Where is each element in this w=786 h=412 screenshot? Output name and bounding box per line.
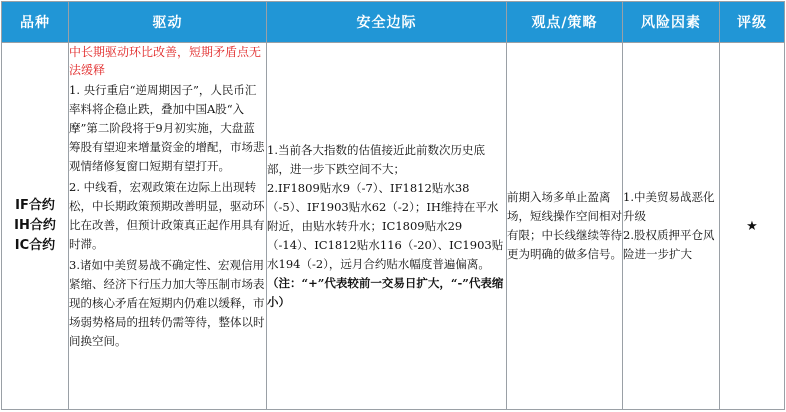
header-driver: 驱动: [69, 2, 267, 43]
product-cell: [2, 43, 69, 410]
safety-note: （注：“+”代表较前一交易日扩大，“-”代表缩小）: [267, 275, 504, 309]
strategy-table: [1, 1, 785, 410]
view-strategy-cell: [507, 43, 623, 410]
product-ic: IC合约: [14, 238, 56, 253]
header-product: 品种: [2, 2, 69, 43]
safety-basis-text: 2.IF1809贴水9（-7）、IF1812贴水38（-5）、IF1903贴水62（-2）；IH维持在平水附近，由贴水转升水；IC1809贴水29（-14）、IC1812贴水116（-20）、IC1903贴水194（-2），远月合约贴水幅度普遍偏离。: [267, 180, 504, 271]
star-icon: ★: [746, 218, 758, 234]
risk-point-1: 1.中美贸易战恶化升级: [623, 190, 715, 223]
rating-cell: [720, 43, 785, 410]
driver-title: 中长期驱动环比改善，短期矛盾点无法缓释: [69, 45, 262, 77]
header-safety-margin: 安全边际: [267, 2, 507, 43]
header-risk-factors: 风险因素: [623, 2, 720, 43]
driver-cell: [69, 43, 267, 410]
driver-point-3: 3.诸如中美贸易战不确定性、宏观信用紧缩、经济下行压力加大等压制市场表现的核心矛盾在短期内仍难以缓释，市场弱势格局的扭转仍需等待，整体以时间换空间。: [69, 258, 265, 348]
risk-factors-cell: [623, 43, 720, 410]
safety-point-1: 1.当前各大指数的估值接近此前数次历史底部，进一步下跌空间不大；: [267, 142, 485, 176]
driver-point-2: 2. 中线看，宏观政策在边际上出现转松，中长期政策预期改善明显，驱动环比在改善，但预计政策真正起作用具有时滞。: [69, 180, 265, 251]
safety-margin-cell: [267, 43, 507, 410]
header-view-strategy: 观点/策略: [507, 2, 623, 43]
driver-point-1: 1. 央行重启“逆周期因子”，人民币汇率料将企稳止跌，叠加中国A股“入摩”第二阶段将于9月初实施，大盘蓝筹股有望迎来增量资金的增配，市场悲观情绪修复窗口短期有望打开。: [69, 83, 265, 173]
table-row: [2, 43, 785, 410]
header-row: [2, 2, 785, 43]
view-text: 前期入场多单止盈离场，短线操作空间相对有限；中长线继续等待更为明确的做多信号。: [507, 190, 622, 261]
product-ih: IH合约: [14, 218, 56, 233]
product-if: IF合约: [15, 198, 55, 213]
header-rating: 评级: [720, 2, 785, 43]
safety-point-2: [267, 179, 506, 312]
risk-point-2: 2.股权质押平仓风险进一步扩大: [623, 228, 715, 261]
